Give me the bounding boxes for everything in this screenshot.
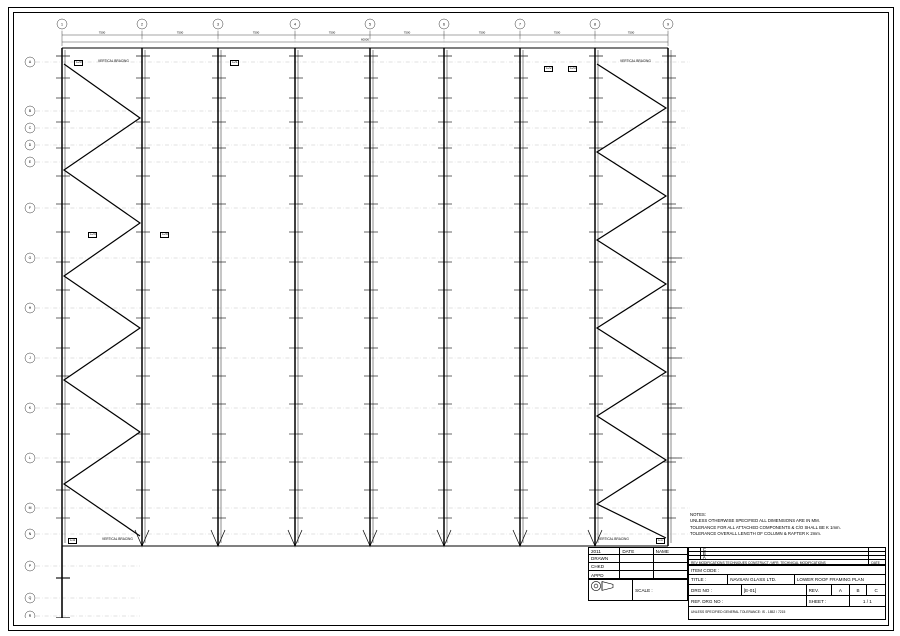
rev-col-a: A <box>832 585 850 595</box>
notes-line-1: UNLESS OTHERWISE SPECIFIED ALL DIMENSIONS ARE IN MM. <box>690 518 820 524</box>
rev-mark-a: A <box>701 556 870 559</box>
svg-text:1: 1 <box>61 22 63 27</box>
svg-text:7: 7 <box>519 22 521 27</box>
drg-no-label: DRG NO : <box>689 585 742 595</box>
svg-text:7500: 7500 <box>553 30 561 35</box>
approval-chkd-name[interactable] <box>654 563 687 570</box>
svg-text:P: P <box>28 564 32 569</box>
svg-text:7500: 7500 <box>98 30 106 35</box>
notes-heading: NOTES: <box>690 512 706 517</box>
svg-text:9: 9 <box>667 22 669 27</box>
svg-text:M: M <box>28 506 32 511</box>
rev-col-c: C <box>874 587 878 593</box>
member-tag: C23 <box>569 66 576 71</box>
rev-mark-c: C <box>701 548 870 551</box>
svg-text:D: D <box>28 143 32 148</box>
approval-date-header: DATE <box>620 548 653 554</box>
drg-no-value[interactable]: [E-01] <box>742 585 807 595</box>
notes-line-3: TOLERANCE OVERALL LENGTH OF COLUMN & RAFTER K 2mm. <box>690 531 822 537</box>
svg-text:E: E <box>28 160 32 165</box>
modification-strip <box>688 547 886 565</box>
member-tag: C17 <box>657 538 664 543</box>
ref-drg-label: REF. DRG NO : <box>689 596 807 606</box>
approval-row-appd: APPD <box>589 571 620 579</box>
approval-drawn-date[interactable] <box>620 555 653 562</box>
vertical-bracing-note-bottom-left: VERTICAL BRACING <box>102 537 133 541</box>
approval-row-chkd: CHKD <box>589 563 620 570</box>
svg-text:7500: 7500 <box>478 30 486 35</box>
svg-text:G: G <box>28 256 32 261</box>
rev-mark-b: B <box>701 552 870 555</box>
member-tag: C22 <box>545 66 552 71</box>
rev-col-b: B <box>850 585 868 595</box>
svg-text:7500: 7500 <box>403 30 411 35</box>
member-tag: C21 <box>231 60 238 65</box>
svg-text:N: N <box>28 532 32 537</box>
scale-label: SCALE : <box>635 588 653 593</box>
approval-chkd-date[interactable] <box>620 563 653 570</box>
member-tag: C11 <box>69 538 76 543</box>
member-tag: C25 <box>161 232 168 237</box>
svg-text:4: 4 <box>294 22 296 27</box>
member-tag: C20 <box>75 60 82 65</box>
vertical-bracing-note-bottom-right: VERTICAL BRACING <box>598 537 629 541</box>
approval-block <box>588 547 688 579</box>
svg-text:A: A <box>28 60 32 65</box>
svg-text:B: B <box>28 109 32 114</box>
svg-text:7500: 7500 <box>627 30 635 35</box>
item-code-label: ITEM CODE : <box>691 567 720 573</box>
rev-label: REV. <box>807 585 832 595</box>
svg-text:60000: 60000 <box>360 37 370 42</box>
svg-text:R: R <box>28 614 32 618</box>
svg-text:F: F <box>28 206 32 211</box>
svg-text:K: K <box>28 406 32 411</box>
svg-text:7500: 7500 <box>328 30 336 35</box>
projection-scale-block <box>588 579 688 601</box>
notes-line-2: TOLERANCE FOR ALL ATTACHED COMPONENTS & C/O SHALL BE K 1mm. <box>690 524 841 530</box>
vertical-bracing-note-top-left: VERTICAL BRACING <box>98 59 129 63</box>
svg-text:7500: 7500 <box>252 30 260 35</box>
member-tag: C24 <box>89 232 96 237</box>
projection-icon <box>589 580 615 592</box>
svg-text:C: C <box>28 126 32 131</box>
approval-year: 2011 <box>589 548 620 554</box>
approval-name-header: NAME <box>655 548 669 554</box>
svg-text:J: J <box>29 356 31 361</box>
first-angle-projection-symbol <box>589 580 633 601</box>
svg-text:3: 3 <box>217 22 219 27</box>
svg-text:8: 8 <box>594 22 596 27</box>
sheet-title: LOWER ROOF FRAMING PLAN <box>796 577 864 582</box>
notes-block <box>690 512 885 538</box>
rev-header-date: DATE <box>871 560 880 565</box>
title-block <box>688 565 886 620</box>
svg-text:5: 5 <box>369 22 371 27</box>
title-label: TITLE : <box>689 575 728 584</box>
svg-text:Q: Q <box>28 596 32 601</box>
company-name: NAVSAN GLASS LTD. <box>728 575 795 584</box>
sheet-value: 1 / 1 <box>862 598 872 604</box>
svg-text:7500: 7500 <box>176 30 184 35</box>
svg-text:2: 2 <box>141 22 143 27</box>
approval-appd-name[interactable] <box>654 571 687 579</box>
approval-drawn-name[interactable] <box>654 555 687 562</box>
approval-row-drawn: DRAWN <box>589 555 620 562</box>
svg-text:H: H <box>28 306 32 311</box>
vertical-bracing-note-top-right: VERTICAL BRACING <box>620 59 651 63</box>
svg-text:L: L <box>29 456 31 461</box>
rev-header: REV MODIFICATIONS TECHNIQUES CONSTRUCT / MFR. TECHNICAL MODIFICATIONS <box>689 560 869 565</box>
tolerance-footer: UNLESS SPECIFIED GENERAL TOLERANCE: IS - 1852 / 7215 <box>691 610 786 614</box>
svg-text:6: 6 <box>443 22 445 27</box>
sheet-label: SHEET : <box>807 596 850 606</box>
approval-appd-date[interactable] <box>620 571 653 579</box>
